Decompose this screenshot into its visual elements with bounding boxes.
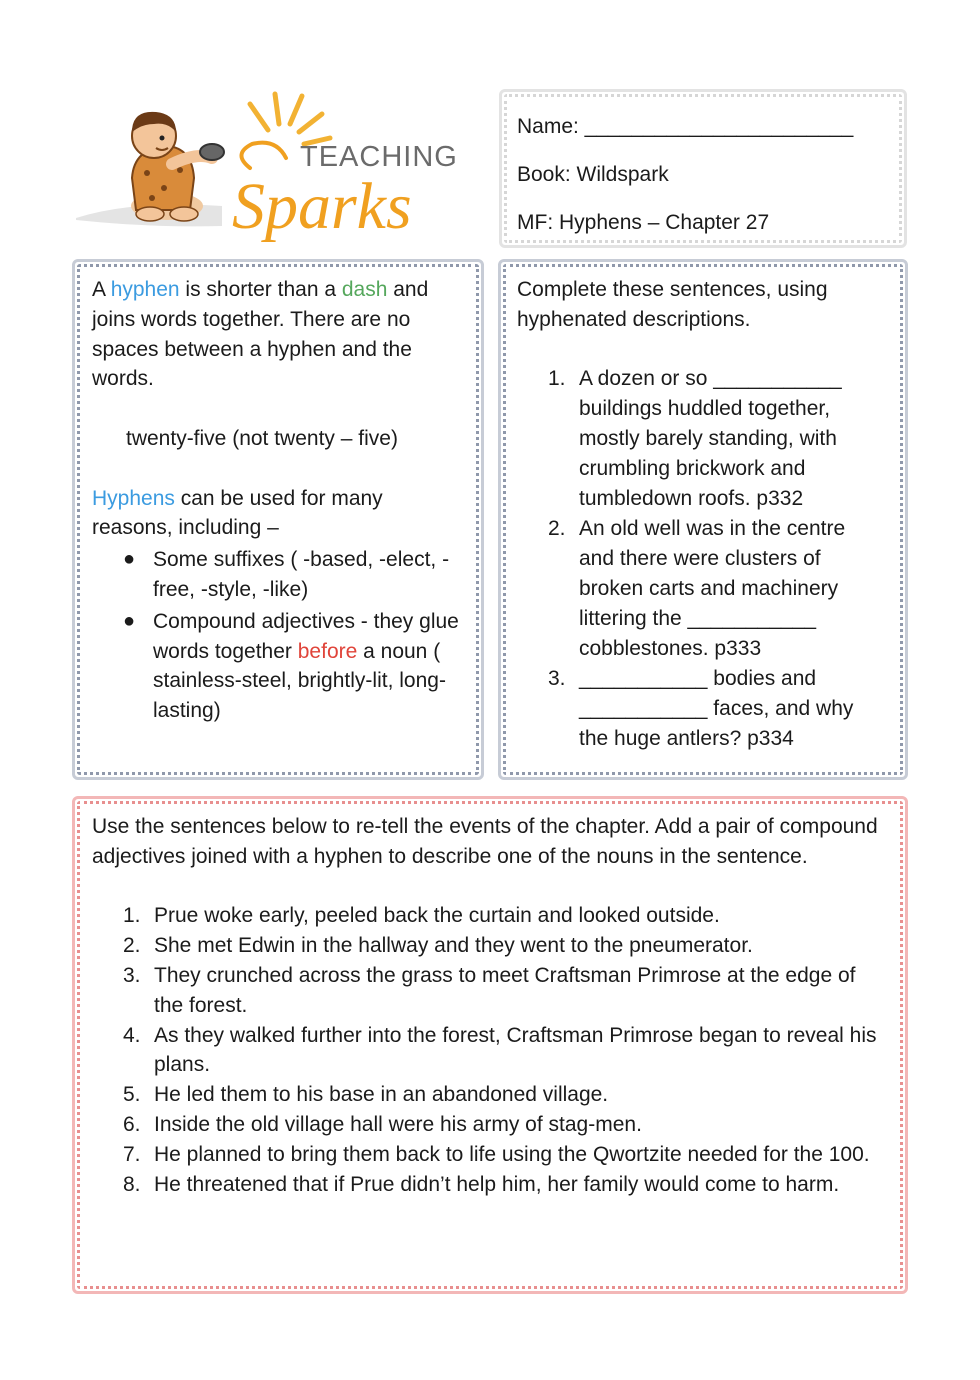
list-item: 2. An old well was in the centre and there were clusters of broken carts and machinery littering the ___________ cobblestones. p333 <box>548 517 846 660</box>
list-item: 2. She met Edwin in the hallway and they went to the pneumerator. <box>123 934 753 958</box>
list-item: 3. ___________ bodies and ___________ faces, and why the huge antlers? p334 <box>548 667 854 750</box>
teaching-sparks-logo <box>72 88 462 248</box>
intro-paragraph: A hyphen is shorter than a dash and joins words together. There are no spaces between a hyphen and the words. <box>92 278 429 391</box>
retell-instruction: Use the sentences below to re-tell the events of the chapter. Add a pair of compound adjectives joined with a hyphen to describe one of the nouns in the sentence. <box>92 815 878 868</box>
mf-label: MF: Hyphens – Chapter 27 <box>517 211 770 234</box>
list-item: 1. A dozen or so ___________ buildings huddled together, mostly barely standing, with crumbling brickwork and tumbledown roofs. p332 <box>548 367 842 510</box>
hyphen-info-box <box>72 259 484 780</box>
complete-list <box>517 364 877 753</box>
dash-word: dash <box>341 278 388 301</box>
svg-text:TEACHING: TEACHING <box>300 141 458 173</box>
reasons-list <box>92 545 464 726</box>
complete-sentences-box <box>498 259 908 780</box>
list-item: 1. Prue woke early, peeled back the curtain and looked outside. <box>123 904 720 928</box>
list-item: 3. They crunched across the grass to meet Craftsman Primrose at the edge of the forest. <box>123 963 856 1017</box>
list-item: 4. As they walked further into the forest, Craftsman Primrose began to reveal his plans. <box>123 1023 877 1077</box>
complete-instruction: Complete these sentences, using hyphenated descriptions. <box>517 278 828 331</box>
list-item: 5. He led them to his base in an abandoned village. <box>123 1083 609 1107</box>
list-item: ● Some suffixes ( -based, -elect, -free, -style, -like) <box>123 548 450 601</box>
reasons-paragraph: Hyphens can be used for many reasons, including – <box>92 486 383 540</box>
list-item: ● Compound adjectives - they glue words together before a noun ( stainless-steel, brightly-lit, long-lasting) <box>123 609 459 723</box>
hyphens-word: Hyphens <box>92 486 175 510</box>
list-item: 7. He planned to bring them back to life using the Qwortzite needed for the 100. <box>123 1142 870 1166</box>
svg-text:Sparks: Sparks <box>232 170 412 243</box>
name-field[interactable]: Name: _______________________ <box>517 115 854 138</box>
before-word: before <box>297 639 358 663</box>
retell-box <box>72 796 908 1294</box>
caveman-logo-icon <box>72 88 462 248</box>
student-info-box <box>499 89 907 248</box>
example-text: twenty-five (not twenty – five) <box>126 426 398 450</box>
hyphen-word: hyphen <box>110 278 180 301</box>
list-item: 8. He threatened that if Prue didn’t help him, her family would come to harm. <box>123 1172 840 1196</box>
retell-list <box>92 901 886 1199</box>
book-label: Book: Wildspark <box>517 163 669 186</box>
list-item: 6. Inside the old village hall were his army of stag-men. <box>123 1112 642 1136</box>
